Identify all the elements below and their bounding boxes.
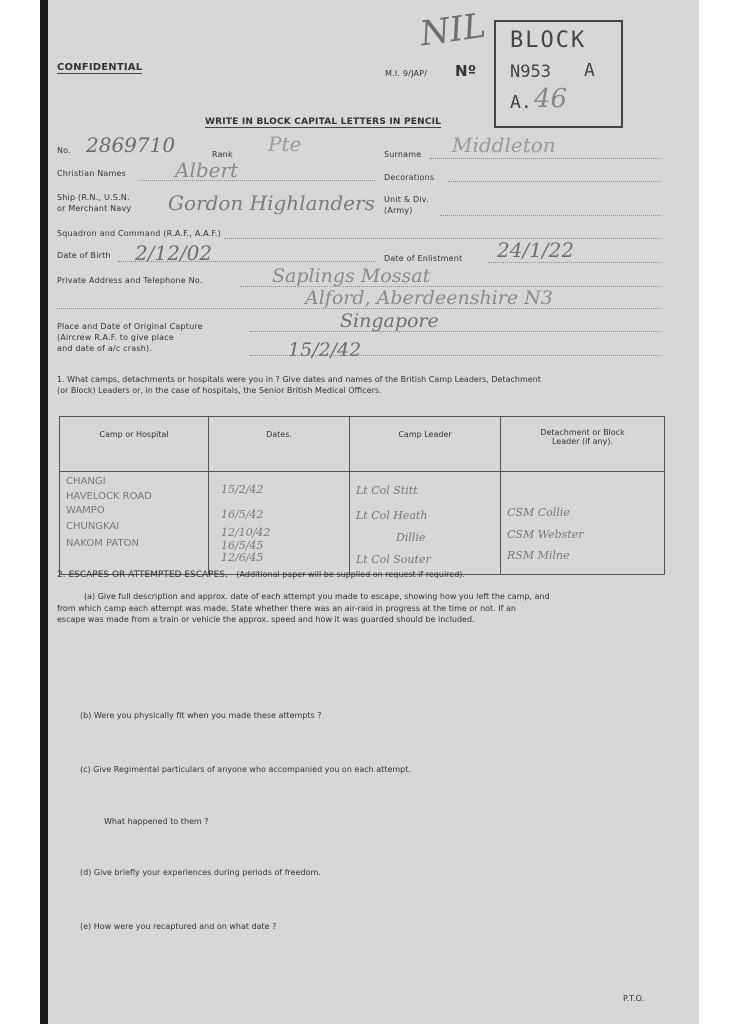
cell-camps xyxy=(60,472,209,575)
christian-names-label: Christian Names xyxy=(57,169,126,178)
dob-line xyxy=(118,261,376,262)
squadron-line xyxy=(224,238,660,239)
q2c: (c) Give Regimental particulars of anyone who accompanied you on each attempt. xyxy=(80,765,411,774)
stamp-number: N953 xyxy=(510,62,551,82)
number-label: Nº xyxy=(455,62,477,80)
cell-detachment-leaders xyxy=(501,472,665,575)
pto-label: P.T.O. xyxy=(623,994,645,1003)
unit-line xyxy=(440,215,660,216)
address-line-2: Alford, Aberdeenshire N3 xyxy=(305,287,553,309)
q2b: (b) Were you physically fit when you made these attempts ? xyxy=(80,711,322,720)
camp-entry: HAVELOCK ROAD xyxy=(66,491,152,502)
capture-date: 15/2/42 xyxy=(288,339,362,361)
ship-label-1: Ship (R.N., U.S.N. xyxy=(57,193,130,202)
camp-entry: WAMPO xyxy=(66,505,105,516)
surname-value: Middleton xyxy=(452,133,556,157)
stamp-handwritten: 46 xyxy=(534,84,568,114)
dob-label: Date of Birth xyxy=(57,251,111,260)
camp-entry: CHANGI xyxy=(66,476,106,487)
q2a-line1: (a) Give full description and approx. date of each attempt you made to escape, showing how you left the camp, and xyxy=(84,592,550,601)
q2-title xyxy=(57,570,465,580)
dob-value: 2/12/02 xyxy=(135,241,213,265)
capture-place: Singapore xyxy=(340,310,439,332)
enlistment-line xyxy=(488,262,660,263)
surname-line xyxy=(430,158,660,159)
rank-value: Pte xyxy=(268,132,302,156)
no-label: No. xyxy=(57,146,71,155)
squadron-label: Squadron and Command (R.A.F., A.A.F.) xyxy=(57,229,221,238)
camp-table xyxy=(59,416,665,575)
unit-label-2: (Army) xyxy=(384,206,413,215)
classification-label: CONFIDENTIAL xyxy=(57,62,143,73)
decorations-label: Decorations xyxy=(384,173,435,182)
header-camp-leader: Camp Leader xyxy=(350,417,501,472)
q2a-line2: from which camp each attempt was made. State whether there was an air-raid in progress at the time or not. If an xyxy=(57,604,516,613)
q1-line1: 1. What camps, detachments or hospitals were you in ? Give dates and names of the British Camp Leaders, Detachment xyxy=(57,375,541,384)
stamp-letter: A xyxy=(584,60,595,81)
address-dotline-2 xyxy=(57,308,660,309)
capture-label-1: Place and Date of Original Capture xyxy=(57,322,203,331)
header-camp: Camp or Hospital xyxy=(60,417,209,472)
nil-handwriting: NIL xyxy=(417,5,489,55)
leader-entry: Lt Col Heath xyxy=(356,509,428,522)
leader-entry: Lt Col Souter xyxy=(356,553,431,566)
date-entry: 16/5/42 xyxy=(221,508,264,521)
enlistment-value: 24/1/22 xyxy=(497,238,575,262)
stamp-block: BLOCK xyxy=(510,28,587,53)
detachment-entry: RSM Milne xyxy=(507,549,570,562)
q2d: (d) Give briefly your experiences during periods of freedom. xyxy=(80,868,321,877)
camp-entry: NAKOM PATON xyxy=(66,538,139,549)
address-label: Private Address and Telephone No. xyxy=(57,276,203,285)
stamp-a: A. xyxy=(510,92,532,113)
leader-entry: Dillie xyxy=(396,531,426,544)
header-dates: Dates. xyxy=(209,417,350,472)
header-detachment-line2: Leader (if any). xyxy=(551,437,614,446)
christian-names-value: Albert xyxy=(175,158,239,182)
q2-title-note: (Additional paper will be supplied on request if required). xyxy=(236,570,465,579)
q2a-line3: escape was made from a train or vehicle the approx. speed and how it was guarded should be included. xyxy=(57,615,475,624)
instruction-heading: WRITE IN BLOCK CAPITAL LETTERS IN PENCIL xyxy=(205,117,442,127)
binder-edge xyxy=(40,0,48,1024)
christian-line xyxy=(140,180,375,181)
no-value: 2869710 xyxy=(86,133,176,157)
capture-label-2: (Aircrew R.A.F. to give place xyxy=(57,333,174,342)
enlistment-label: Date of Enlistment xyxy=(384,254,463,263)
q2-title-text: 2. ESCAPES OR ATTEMPTED ESCAPES. xyxy=(57,570,228,580)
date-entry: 12/6/45 xyxy=(221,552,264,564)
ship-label-2: or Merchant Navy xyxy=(57,204,132,213)
surname-label: Surname xyxy=(384,150,422,159)
date-entry: 12/10/42 xyxy=(221,526,271,539)
camp-entry: CHUNGKAI xyxy=(66,521,120,532)
unit-value: Gordon Highlanders xyxy=(168,191,375,215)
detachment-entry: CSM Collie xyxy=(507,506,570,519)
capture-dotline-2 xyxy=(250,355,660,356)
cell-dates xyxy=(209,472,350,575)
q2c-follow: What happened to them ? xyxy=(104,817,209,826)
block-stamp xyxy=(494,20,623,128)
unit-label-1: Unit & Div. xyxy=(384,195,429,204)
header-detachment-line1: Detachment or Block xyxy=(540,428,625,437)
date-entry: 16/5/45 xyxy=(221,540,264,552)
date-entry: 15/2/42 xyxy=(221,483,264,496)
rank-label: Rank xyxy=(212,150,233,159)
detachment-entry: CSM Webster xyxy=(507,528,584,541)
address-line-1: Saplings Mossat xyxy=(272,265,431,287)
q1-line2: (or Block) Leaders or, in the case of hospitals, the Senior British Medical Officers. xyxy=(57,386,382,395)
ref-label: M.I. 9/JAP/ xyxy=(385,69,428,78)
header-detachment xyxy=(501,417,665,472)
capture-label-3: and date of a/c crash). xyxy=(57,344,153,353)
cell-camp-leaders xyxy=(350,472,501,575)
decorations-line xyxy=(448,181,660,182)
capture-dotline-1 xyxy=(250,331,660,332)
leader-entry: Lt Col Stitt xyxy=(356,484,418,497)
q2e: (e) How were you recaptured and on what date ? xyxy=(80,922,277,931)
